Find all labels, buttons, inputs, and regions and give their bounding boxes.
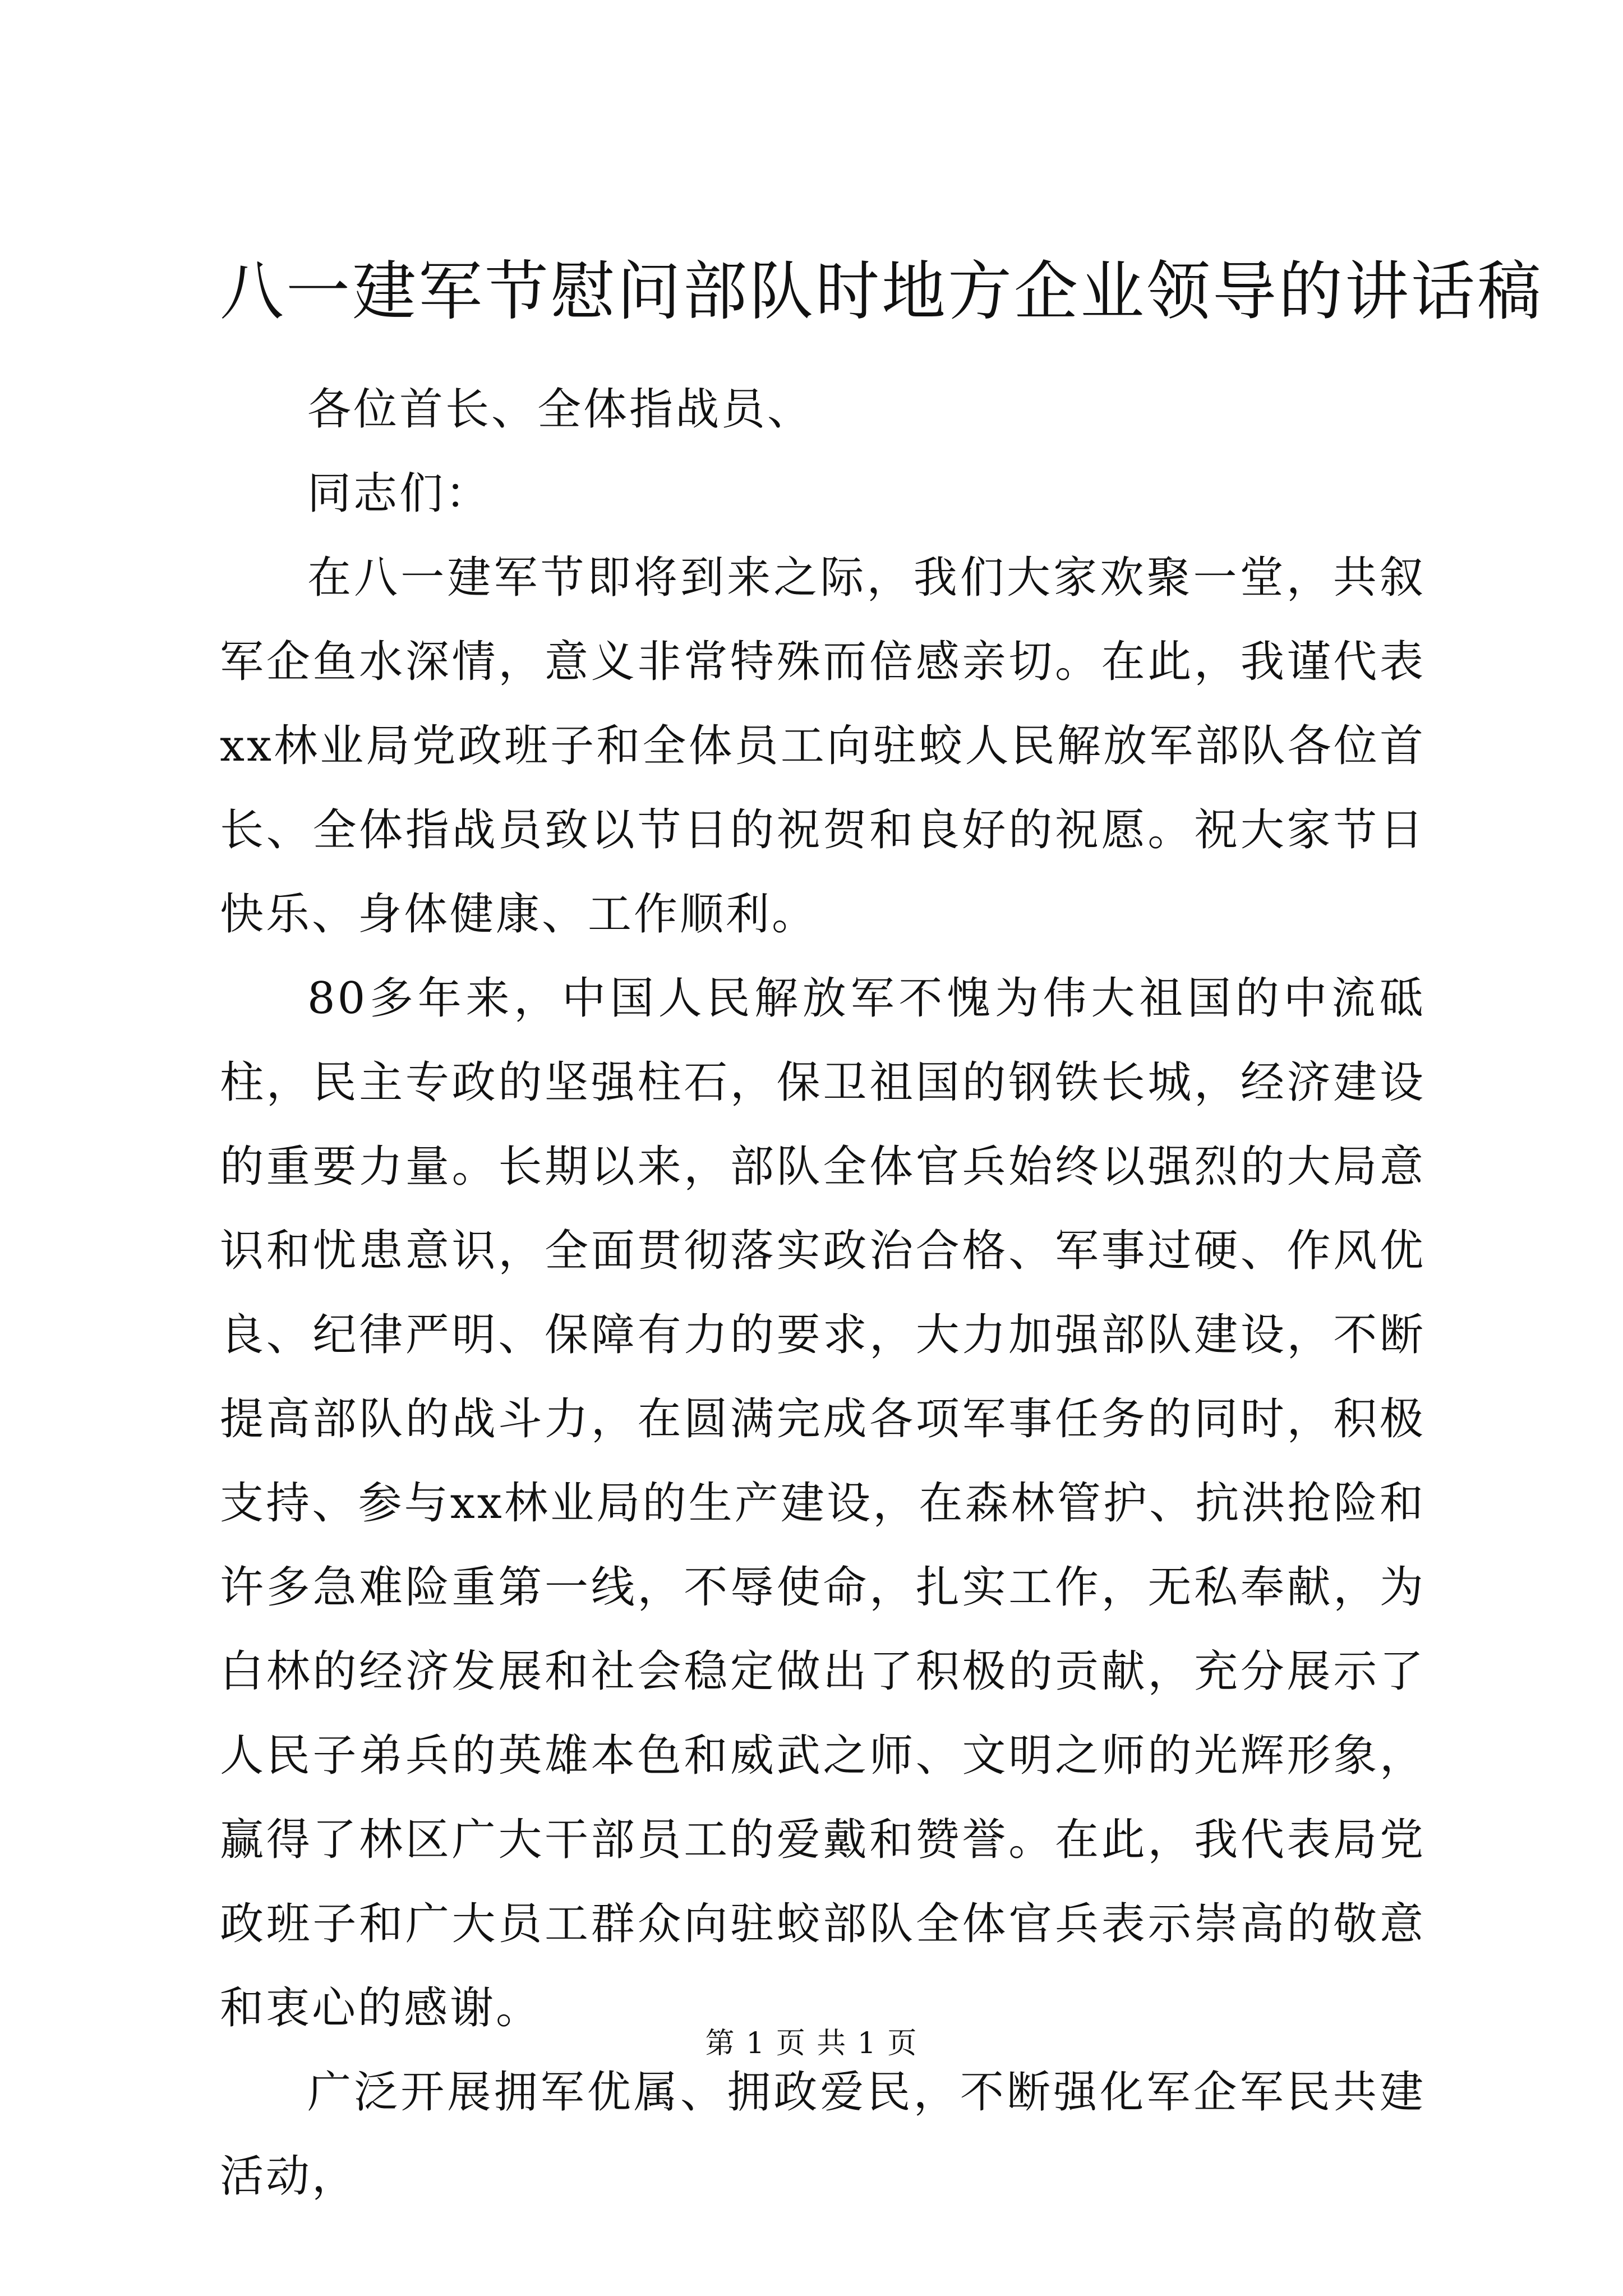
body-paragraph-2: 80多年来，中国人民解放军不愧为伟大祖国的中流砥柱，民主专政的坚强柱石，保卫祖国的钢铁长城，经济建设的重要力量。长期以来，部队全体官兵始终以强烈的大局意识和忧患意识，全面贯彻落实政治合格、军事过硬、作风优良、纪律严明、保障有力的要求，大力加强部队建设，不断提高部队的战斗力，在圆满完成各项军事任务的同时，积极支持、参与xx林业局的生产建设，在森林管护、抗洪抢险和许多急难险重第一线，不辱使命，扎实工作，无私奉献，为白林的经济发展和社会稳定做出了积极的贡献，充分展示了人民子弟兵的英雄本色和威武之师、文明之师的光辉形象，赢得了林区广大干部员工的爱戴和赞誉。在此，我代表局党政班子和广大员工群众向驻蛟部队全体官兵表示崇高的敬意和衷心的感谢。 <box>220 973 1426 2033</box>
body-paragraph-3: 广泛开展拥军优属、拥政爱民，不断强化军企军民共建活动， <box>220 2067 1426 2202</box>
document-body <box>220 367 1426 2219</box>
salutation-line-2: 同志们： <box>307 468 492 519</box>
body-paragraph-1: 在八一建军节即将到来之际，我们大家欢聚一堂，共叙军企鱼水深情，意义非常特殊而倍感亲切。在此，我谨代表xx林业局党政班子和全体员工向驻蛟人民解放军部队各位首长、全体指战员致以节日的祝贺和良好的祝愿。祝大家节日快乐、身体健康、工作顺利。 <box>220 553 1426 940</box>
salutation-line-1: 各位首长、全体指战员、 <box>307 384 814 435</box>
document-title: 八一建军节慰问部队时地方企业领导的讲话稿 <box>220 254 1544 329</box>
page-footer: 第 1 页 共 1 页 <box>705 2027 918 2060</box>
